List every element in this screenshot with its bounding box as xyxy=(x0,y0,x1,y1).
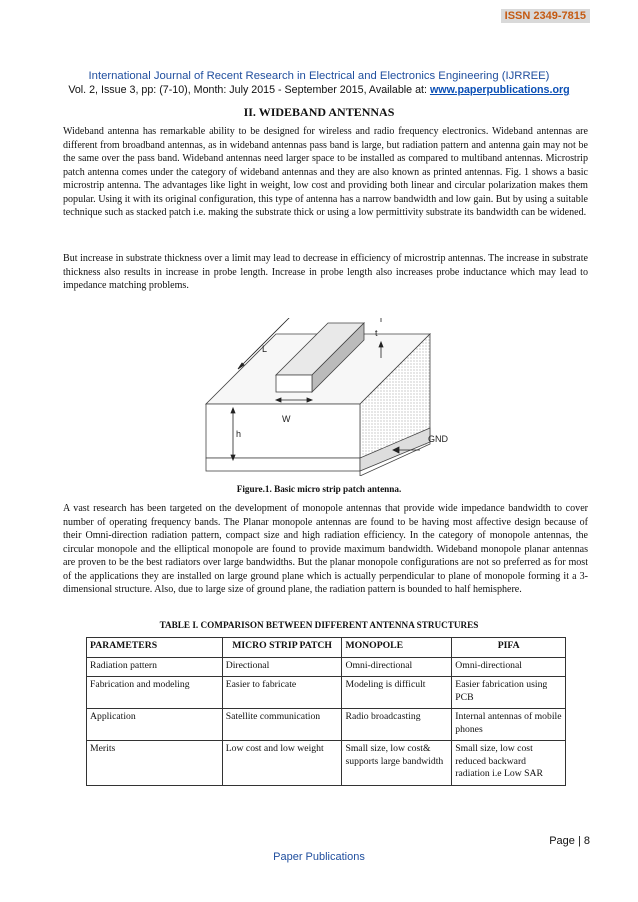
table-cell: Modeling is difficult xyxy=(342,677,452,709)
publisher-name: Paper Publications xyxy=(273,851,365,863)
table-cell: Omni-directional xyxy=(452,657,566,677)
table-cell: Application xyxy=(87,709,223,741)
paragraph-3: A vast research has been targeted on the development of monopole antennas that provide wide impedance bandwidth to cover number of operating frequency bands. The Planar monopole antennas are found to be having most affective design because of their Omni-direction radiation pattern, compact size and high radiation efficiency. In the category of monopole antennas, the circular monopole and the elliptical monopole are found to provide maximum bandwidth. Wideband monopole planar antennas are proven to be the best radiators over large bandwidths. But the planar monopole configurations are not so preferred as for most of the applications they are installed on large ground plane which is actually perpendicular to plane of monopole forming it a 3-dimensional structure. Also, due to large size of ground plane, the radiation pattern is bounded to half hemisphere. xyxy=(63,503,588,595)
table-cell: Radiation pattern xyxy=(87,657,223,677)
table-header: MONOPOLE xyxy=(342,638,452,658)
table-caption: TABLE I. COMPARISON BETWEEN DIFFERENT ANTENNA STRUCTURES xyxy=(159,620,479,630)
table-row xyxy=(87,657,566,677)
table-cell: Satellite communication xyxy=(222,709,342,741)
table-cell: Low cost and low weight xyxy=(222,741,342,786)
table-header: MICRO STRIP PATCH xyxy=(222,638,342,658)
label-gnd: GND xyxy=(428,434,448,444)
figure-caption: Figure.1. Basic micro strip patch antenna. xyxy=(236,484,402,494)
label-thickness: t xyxy=(375,328,378,338)
table-cell: Small size, low cost& supports large bandwidth xyxy=(342,741,452,786)
substrate-front xyxy=(206,404,360,458)
table-cell: Directional xyxy=(222,657,342,677)
table-header: PIFA xyxy=(452,638,566,658)
journal-title: International Journal of Recent Research in Electrical and Electronics Engineering (IJRREE) xyxy=(88,70,550,82)
table-cell: Fabrication and modeling xyxy=(87,677,223,709)
volume-text: Vol. 2, Issue 3, pp: (7-10), Month: July 2015 - September 2015, Available at: xyxy=(68,84,430,96)
section-title: II. WIDEBAND ANTENNAS xyxy=(243,105,395,119)
label-length: L xyxy=(262,344,268,354)
label-width: W xyxy=(282,414,291,424)
table-cell: Merits xyxy=(87,741,223,786)
label-height: h xyxy=(236,429,242,439)
table-row xyxy=(87,709,566,741)
paragraph-2: But increase in substrate thickness over a limit may lead to decrease in efficiency of microstrip antennas. The increase in substrate thickness also results in increase in probe length. Increase in probe length also increases probe inductance which may lead to impedance matching problems. xyxy=(63,253,588,291)
comparison-table xyxy=(86,637,566,786)
table-row xyxy=(87,677,566,709)
table-cell: Omni-directional xyxy=(342,657,452,677)
issn-badge: ISSN 2349-7815 xyxy=(501,9,590,23)
table-row xyxy=(87,741,566,786)
table-cell: Radio broadcasting xyxy=(342,709,452,741)
website-link[interactable]: www.paperpublications.org xyxy=(429,84,570,96)
table-cell: Easier fabrication using PCB xyxy=(452,677,566,709)
table-cell: Easier to fabricate xyxy=(222,677,342,709)
table-cell: Internal antennas of mobile phones xyxy=(452,709,566,741)
table-cell: Small size, low cost reduced backward radiation i.e Low SAR xyxy=(452,741,566,786)
antenna-figure xyxy=(200,318,462,476)
table-header: PARAMETERS xyxy=(87,638,223,658)
page-number: Page | 8 xyxy=(549,835,590,847)
volume-line xyxy=(0,84,638,96)
paragraph-1: Wideband antenna has remarkable ability to be designed for wireless and radio frequency electronics. Wideband antennas are different from broadband antennas, as in wideband antennas pass band is large, but radiation pattern and antenna gain may not be the same over the pass band. Wideband antennas need larger space to be installed as compared to multiband antennas. Microstrip patch antenna comes under the category of wideband antennas and they are also known as printed antennas. Fig. 1 shows a basic microstrip antenna. The advantages like light in weight, low cost and providing both linear and circular polarization makes them popular. Using it with its original configuration, this type of antenna has a narrow bandwidth and low gain. But by using a suitable technique such as stacked patch i.e. making the substrate thick or using a low permittivity substrate its bandwidth can be widened. xyxy=(63,126,588,218)
table-header-row xyxy=(87,638,566,658)
